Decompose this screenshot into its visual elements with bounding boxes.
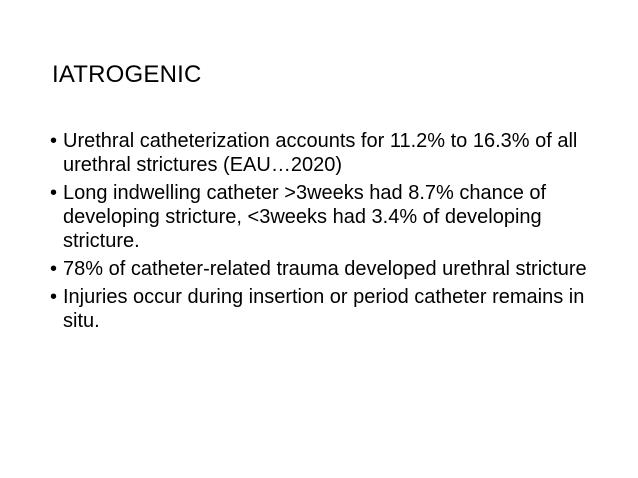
bullet-text: 78% of catheter-related trauma developed urethral stricture — [63, 258, 587, 280]
bullet-item — [50, 285, 610, 333]
bullet-item — [50, 129, 610, 177]
bullet-text: Urethral catheterization accounts for 11.2% to 16.3% of all urethral strictures (EAU…2020) — [63, 130, 578, 176]
bullet-text: Long indwelling catheter >3weeks had 8.7% chance of developing stricture, <3weeks had 3.4% of developing stricture. — [63, 182, 547, 252]
bullet-icon: • — [50, 182, 58, 204]
bullet-icon: • — [50, 130, 58, 152]
bullet-item — [50, 257, 610, 281]
bullet-item — [50, 181, 610, 253]
bullet-text: Injuries occur during insertion or period catheter remains in situ. — [63, 286, 585, 332]
slide-title: IATROGENIC — [52, 61, 202, 88]
bullet-list — [50, 129, 610, 337]
bullet-icon: • — [50, 286, 58, 308]
bullet-icon: • — [50, 258, 58, 280]
